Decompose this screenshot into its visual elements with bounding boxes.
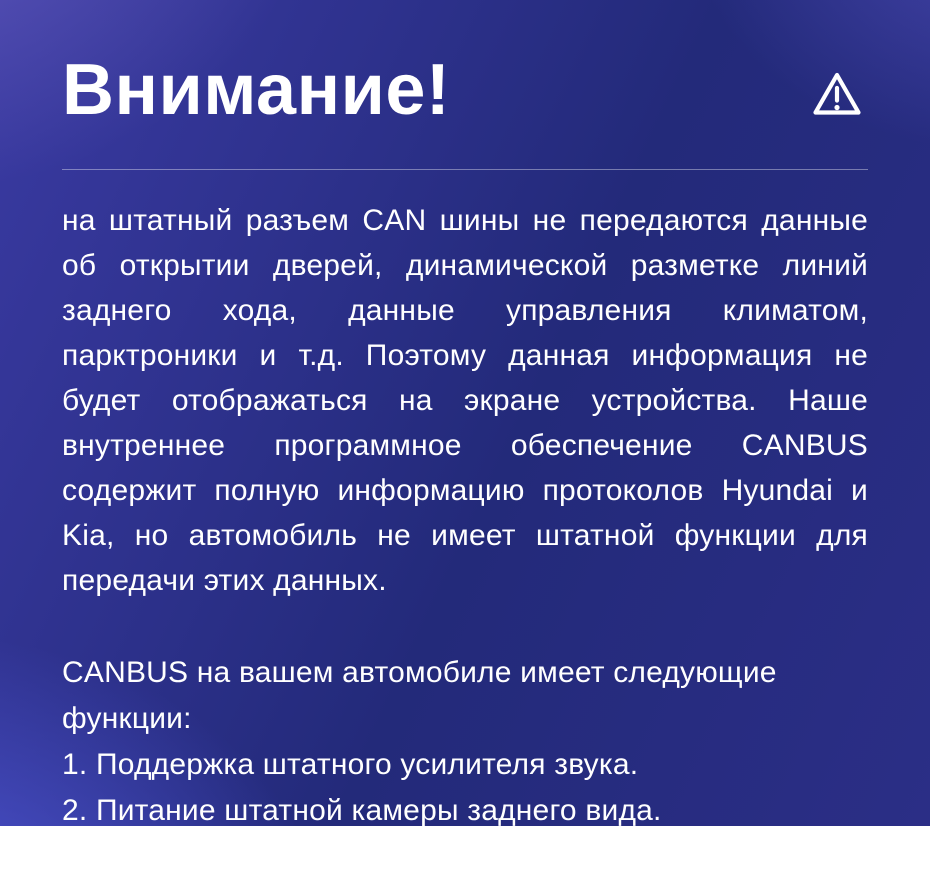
description-paragraph: на штатный разъем CAN шины не передаются данные об открытии дверей, динамической разметке линий заднего хода, данные управления климатом, парктроники и т.д. Поэтому данная информация не будет отображаться на экране устройства. Наше внутреннее программное обеспечение CANBUS содержит полную информацию протоколов Hyundai и Kia, но автомобиль не имеет штатной функции для передачи этих данных. <box>62 204 868 597</box>
page-title: Внимание! <box>62 50 451 130</box>
features-heading: CANBUS на вашем автомобиле имеет следующие функции: <box>62 656 777 735</box>
features-block <box>62 650 868 880</box>
feature-item-3: 3. Поддержка штатных клавиш на рулевом колесе. <box>62 840 783 873</box>
warning-triangle-icon <box>810 68 864 122</box>
feature-item-1: 1. Поддержка штатного усилителя звука. <box>62 748 639 781</box>
divider-line <box>62 169 868 170</box>
feature-item-2: 2. Питание штатной камеры заднего вида. <box>62 794 662 827</box>
header <box>62 0 868 130</box>
